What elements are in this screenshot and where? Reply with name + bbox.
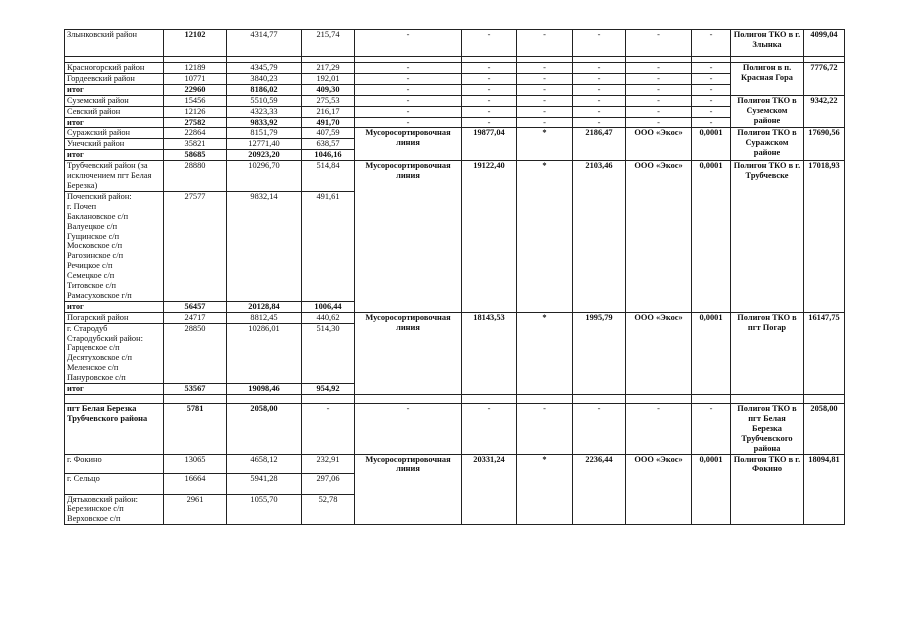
mass-cell: 5510,59 <box>227 95 302 106</box>
sorted-cell: 1995,79 <box>573 312 626 394</box>
population-cell: 10771 <box>164 73 227 84</box>
volume-cell: 1006,44 <box>302 301 355 312</box>
mass-cell: 4345,79 <box>227 63 302 74</box>
rate-cell: - <box>692 95 731 106</box>
table-row <box>65 30 845 57</box>
population-cell: 56457 <box>164 301 227 312</box>
district-name: пгт Белая Березка Трубчевского района <box>65 404 164 455</box>
population-cell: 24717 <box>164 312 227 323</box>
mass-cell: 20128,84 <box>227 301 302 312</box>
rate-cell: 0,0001 <box>692 454 731 525</box>
result-cell: 4099,04 <box>804 30 845 57</box>
district-name: Почепский район: г. Почеп Баклановское с/п Валуецкое с/п Гущинское с/п Московское с/п Рагозинское с/п Речицкое с/п Семецкое с/п Титовское с/п Рамасуховское г/п <box>65 191 164 301</box>
mark-cell: - <box>517 63 573 74</box>
rate-cell: 0,0001 <box>692 312 731 394</box>
population-cell: 58685 <box>164 150 227 161</box>
volume-cell: 275,53 <box>302 95 355 106</box>
landfill-cell: Полигон ТКО в Суземском районе <box>731 95 804 128</box>
mark-cell: - <box>517 117 573 128</box>
total-label: итог <box>65 150 164 161</box>
capacity-cell: - <box>462 404 517 455</box>
facility-cell: - <box>355 117 462 128</box>
waste-flow-table <box>64 29 845 525</box>
landfill-cell: Полигон в п. Красная Гора <box>731 63 804 96</box>
district-name: Суражский район <box>65 128 164 139</box>
mass-cell: 8186,02 <box>227 84 302 95</box>
volume-cell: 216,17 <box>302 106 355 117</box>
facility-cell: - <box>355 106 462 117</box>
volume-cell: 297,06 <box>302 473 355 494</box>
population-cell: 28880 <box>164 161 227 192</box>
volume-cell: 954,92 <box>302 384 355 395</box>
mass-cell: 5941,28 <box>227 473 302 494</box>
total-label: итог <box>65 301 164 312</box>
district-name: Злынковский район <box>65 30 164 57</box>
district-name: Суземский район <box>65 95 164 106</box>
volume-cell: 192,01 <box>302 73 355 84</box>
volume-cell: 407,59 <box>302 128 355 139</box>
operator-cell: - <box>626 63 692 74</box>
population-cell: 12102 <box>164 30 227 57</box>
mass-cell: 10286,01 <box>227 323 302 383</box>
population-cell: 27577 <box>164 191 227 301</box>
mass-cell: 19098,46 <box>227 384 302 395</box>
rate-cell: 0,0001 <box>692 128 731 161</box>
district-name: Погарский район <box>65 312 164 323</box>
volume-cell: 491,61 <box>302 191 355 301</box>
sorted-cell: 2186,47 <box>573 128 626 161</box>
operator-cell: - <box>626 404 692 455</box>
mark-cell: - <box>517 106 573 117</box>
operator-cell: - <box>626 84 692 95</box>
result-cell: 18094,81 <box>804 454 845 525</box>
district-name: г. Стародуб Стародубский район: Гарцевское с/п Десятуховское с/п Меленское с/п Пануровское с/п <box>65 323 164 383</box>
district-name: г. Сельцо <box>65 473 164 494</box>
sorted-cell: - <box>573 117 626 128</box>
spacer-row <box>65 395 845 404</box>
mark-cell: - <box>517 84 573 95</box>
operator-cell: ООО «Экос» <box>626 161 692 313</box>
district-name: Севский район <box>65 106 164 117</box>
sorted-cell: - <box>573 63 626 74</box>
sorted-cell: - <box>573 106 626 117</box>
volume-cell: 217,29 <box>302 63 355 74</box>
population-cell: 35821 <box>164 139 227 150</box>
population-cell: 12126 <box>164 106 227 117</box>
total-row <box>65 84 845 95</box>
mass-cell: 9833,92 <box>227 117 302 128</box>
capacity-cell: - <box>462 84 517 95</box>
landfill-cell: Полигон ТКО в г. Злынка <box>731 30 804 57</box>
capacity-cell: 19122,40 <box>462 161 517 313</box>
population-cell: 12189 <box>164 63 227 74</box>
volume-cell: 215,74 <box>302 30 355 57</box>
capacity-cell: - <box>462 73 517 84</box>
volume-cell: 52,78 <box>302 494 355 525</box>
table-row <box>65 95 845 106</box>
mass-cell: 1055,70 <box>227 494 302 525</box>
mark-cell: * <box>517 454 573 525</box>
mass-cell: 20923,20 <box>227 150 302 161</box>
population-cell: 22960 <box>164 84 227 95</box>
landfill-cell: Полигон ТКО в г. Фокино <box>731 454 804 525</box>
table-row <box>65 106 845 117</box>
mass-cell: 4323,33 <box>227 106 302 117</box>
result-cell: 17018,93 <box>804 161 845 313</box>
facility-cell: Мусоросортировочная линия <box>355 161 462 313</box>
facility-cell: Мусоросортировочная линия <box>355 312 462 394</box>
population-cell: 2961 <box>164 494 227 525</box>
mass-cell: 2058,00 <box>227 404 302 455</box>
population-cell: 5781 <box>164 404 227 455</box>
sorted-cell: - <box>573 404 626 455</box>
volume-cell: - <box>302 404 355 455</box>
operator-cell: ООО «Экос» <box>626 312 692 394</box>
operator-cell: - <box>626 117 692 128</box>
mark-cell: * <box>517 312 573 394</box>
table-row <box>65 161 845 192</box>
rate-cell: - <box>692 73 731 84</box>
facility-cell: - <box>355 30 462 57</box>
table-row <box>65 312 845 323</box>
facility-cell: - <box>355 84 462 95</box>
population-cell: 27582 <box>164 117 227 128</box>
mark-cell: - <box>517 73 573 84</box>
sorted-cell: - <box>573 30 626 57</box>
rate-cell: 0,0001 <box>692 161 731 313</box>
sorted-cell: - <box>573 84 626 95</box>
operator-cell: - <box>626 106 692 117</box>
mark-cell: * <box>517 161 573 313</box>
volume-cell: 440,62 <box>302 312 355 323</box>
capacity-cell: - <box>462 95 517 106</box>
table-row <box>65 73 845 84</box>
mass-cell: 12771,40 <box>227 139 302 150</box>
total-row <box>65 117 845 128</box>
capacity-cell: - <box>462 106 517 117</box>
volume-cell: 409,30 <box>302 84 355 95</box>
total-label: итог <box>65 84 164 95</box>
mass-cell: 4314,77 <box>227 30 302 57</box>
population-cell: 28850 <box>164 323 227 383</box>
sorted-cell: 2103,46 <box>573 161 626 313</box>
result-cell: 16147,75 <box>804 312 845 394</box>
total-label: итог <box>65 384 164 395</box>
result-cell: 2058,00 <box>804 404 845 455</box>
rate-cell: - <box>692 404 731 455</box>
landfill-cell: Полигон ТКО в г. Трубчевске <box>731 161 804 313</box>
volume-cell: 514,84 <box>302 161 355 192</box>
mass-cell: 3840,23 <box>227 73 302 84</box>
sorted-cell: - <box>573 95 626 106</box>
volume-cell: 1046,16 <box>302 150 355 161</box>
population-cell: 22864 <box>164 128 227 139</box>
population-cell: 53567 <box>164 384 227 395</box>
table-row <box>65 404 845 455</box>
operator-cell: - <box>626 30 692 57</box>
sorted-cell: - <box>573 73 626 84</box>
district-name: г. Фокино <box>65 454 164 473</box>
total-label: итог <box>65 117 164 128</box>
mass-cell: 8812,45 <box>227 312 302 323</box>
rate-cell: - <box>692 84 731 95</box>
facility-cell: - <box>355 73 462 84</box>
district-name: Унечский район <box>65 139 164 150</box>
population-cell: 15456 <box>164 95 227 106</box>
volume-cell: 514,30 <box>302 323 355 383</box>
population-cell: 16664 <box>164 473 227 494</box>
mass-cell: 4658,12 <box>227 454 302 473</box>
district-name: Дятьковский район: Березинское с/п Верховское с/п <box>65 494 164 525</box>
facility-cell: Мусоросортировочная линия <box>355 454 462 525</box>
landfill-cell: Полигон ТКО в пгт Белая Березка Трубчевского района <box>731 404 804 455</box>
population-cell: 13065 <box>164 454 227 473</box>
landfill-cell: Полигон ТКО в пгт Погар <box>731 312 804 394</box>
rate-cell: - <box>692 30 731 57</box>
volume-cell: 491,70 <box>302 117 355 128</box>
rate-cell: - <box>692 63 731 74</box>
result-cell: 17690,56 <box>804 128 845 161</box>
operator-cell: - <box>626 73 692 84</box>
capacity-cell: - <box>462 30 517 57</box>
volume-cell: 232,91 <box>302 454 355 473</box>
landfill-cell: Полигон ТКО в Суражском районе <box>731 128 804 161</box>
rate-cell: - <box>692 117 731 128</box>
district-name: Трубчевский район (за исключением пгт Белая Березка) <box>65 161 164 192</box>
result-cell: 7776,72 <box>804 63 845 96</box>
capacity-cell: 19877,04 <box>462 128 517 161</box>
table-row <box>65 63 845 74</box>
facility-cell: - <box>355 63 462 74</box>
operator-cell: - <box>626 95 692 106</box>
facility-cell: Мусоросортировочная линия <box>355 128 462 161</box>
operator-cell: ООО «Экос» <box>626 128 692 161</box>
mass-cell: 10296,70 <box>227 161 302 192</box>
volume-cell: 638,57 <box>302 139 355 150</box>
table-row <box>65 128 845 139</box>
sorted-cell: 2236,44 <box>573 454 626 525</box>
capacity-cell: 18143,53 <box>462 312 517 394</box>
mark-cell: - <box>517 404 573 455</box>
mass-cell: 9832,14 <box>227 191 302 301</box>
mark-cell: - <box>517 95 573 106</box>
facility-cell: - <box>355 95 462 106</box>
capacity-cell: 20331,24 <box>462 454 517 525</box>
mass-cell: 8151,79 <box>227 128 302 139</box>
result-cell: 9342,22 <box>804 95 845 128</box>
district-name: Красногорский район <box>65 63 164 74</box>
table-row <box>65 454 845 473</box>
operator-cell: ООО «Экос» <box>626 454 692 525</box>
mark-cell: * <box>517 128 573 161</box>
capacity-cell: - <box>462 117 517 128</box>
district-name: Гордеевский район <box>65 73 164 84</box>
facility-cell: - <box>355 404 462 455</box>
capacity-cell: - <box>462 63 517 74</box>
rate-cell: - <box>692 106 731 117</box>
mark-cell: - <box>517 30 573 57</box>
